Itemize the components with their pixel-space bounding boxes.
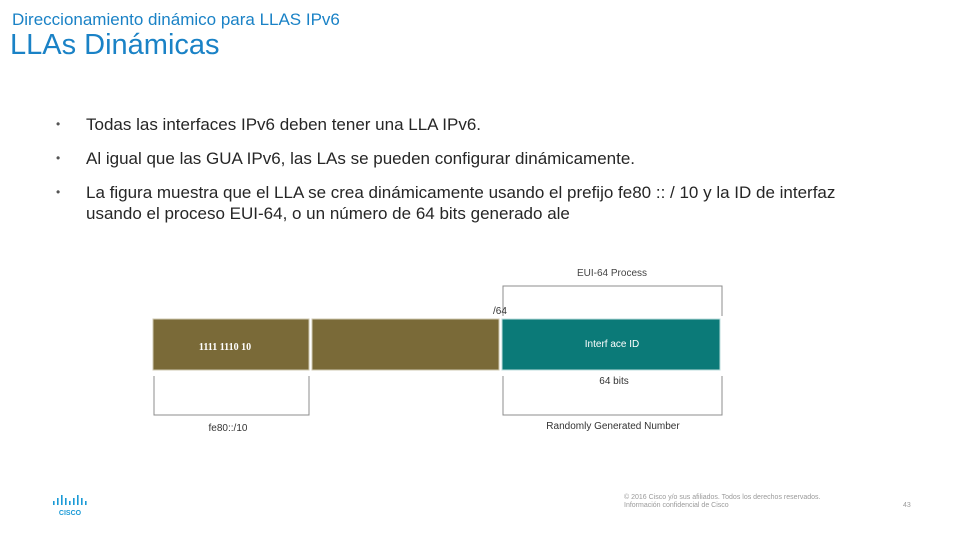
bits-label: 64 bits (599, 376, 629, 387)
logo-text: CISCO (58, 510, 82, 517)
page-number: 43 (903, 502, 911, 509)
bullet-icon: • (56, 151, 61, 165)
random-label: Randomly Generated Number (546, 421, 680, 432)
bullet-icon: • (56, 185, 61, 199)
bullet-text: Todas las interfaces IPv6 deben tener una LLA IPv6. (86, 115, 482, 134)
interface-id-label: Interf ace ID (584, 339, 640, 350)
prefix-label: fe80::/10 (208, 423, 248, 434)
eui-bracket (503, 286, 722, 316)
prefix-bits-label: 1111 1110 10 (198, 342, 252, 353)
bullet-text: La figura muestra que el LLA se crea dinámicamente usando el prefijo fe80 :: / 10 y la ID de interfaz usando el proceso EUI-64, o un número de 64 bits generado ale (86, 183, 836, 223)
bullet-text: Al igual que las GUA IPv6, las LAs se pueden configurar dinámicamente. (86, 149, 636, 168)
copyright-line: © 2016 Cisco y/o sus afiliados. Todos los derechos reservados. (624, 494, 821, 501)
bullet-icon: • (56, 117, 61, 131)
slash64-label: /64 (493, 306, 507, 317)
subnet-block (312, 319, 499, 370)
confidential-line: Información confidencial de Cisco (624, 502, 729, 509)
cisco-logo (52, 495, 92, 517)
prefix-bracket (154, 376, 309, 415)
page-title: LLAs Dinámicas (10, 29, 220, 61)
eui-process-label: EUI-64 Process (576, 268, 648, 279)
subtitle: Direccionamiento dinámico para LLAS IPv6 (12, 10, 340, 29)
footer-copyright (624, 494, 820, 510)
